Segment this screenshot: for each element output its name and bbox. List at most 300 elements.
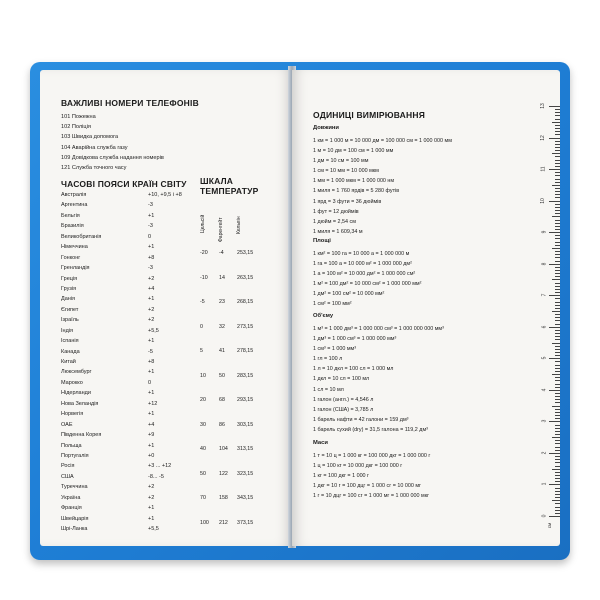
fahrenheit-value: 50	[219, 372, 225, 379]
fahrenheit-value: -4	[219, 250, 224, 256]
section-line: 1 дкг = 10 г = 100 дцг = 1 000 сг = 10 000 мг	[313, 483, 421, 490]
ruler-tick	[555, 125, 560, 126]
timezone-offset: +1	[148, 390, 155, 397]
timezone-country: Грузія	[61, 285, 77, 292]
ruler-number: 12	[540, 134, 547, 141]
ruler-tick	[555, 324, 560, 325]
ruler-number: 8	[541, 262, 548, 266]
ruler-tick	[555, 510, 560, 511]
section-line: 1 м = 10 дм = 100 см = 1 000 мм	[313, 148, 394, 155]
ruler-tick	[555, 466, 560, 467]
timezone-offset: +1	[148, 244, 155, 251]
section-line: 1 см³ = 1 000 мм³	[313, 346, 357, 353]
timezone-offset: +1	[148, 515, 155, 522]
ruler-tick	[555, 425, 560, 426]
section-line: 1 дм = 10 см = 100 мм	[313, 158, 369, 165]
ruler-tick	[555, 276, 560, 277]
timezone-offset: +2	[148, 494, 155, 501]
timezone-offset: +2	[148, 484, 155, 491]
section-line: 1 см = 10 мм = 10 000 мкм	[313, 168, 379, 175]
timezone-offset: +2	[148, 275, 155, 282]
ruler-tick	[555, 131, 560, 132]
section-title: Об'єму	[313, 313, 334, 319]
ruler-tick	[555, 434, 560, 435]
ruler-tick	[555, 320, 560, 321]
ruler-tick	[555, 134, 560, 135]
ruler-number: 4	[541, 388, 548, 392]
ruler-tick	[555, 147, 560, 148]
section-line: 1 мм = 1 000 мкм = 1 000 000 нм	[313, 178, 395, 185]
ruler-tick	[552, 406, 560, 407]
ruler-tick	[555, 119, 560, 120]
ruler-number: 3	[541, 419, 548, 423]
ruler-number: 2	[541, 451, 548, 455]
timezone-country: Канада	[61, 348, 80, 355]
ruler-tick	[555, 213, 560, 214]
section-title: Маси	[313, 440, 328, 446]
timezone-offset: -5	[148, 348, 153, 355]
timezone-country: Франція	[61, 505, 82, 512]
ruler-tick	[555, 109, 560, 110]
ruler-tick	[555, 368, 560, 369]
ruler-tick	[555, 229, 560, 230]
kelvin-value: 293,15	[237, 397, 254, 403]
section-line: 1 кг = 100 дкг = 1 000 г	[313, 473, 370, 480]
fahrenheit-value: 86	[219, 421, 225, 428]
ruler-tick	[555, 503, 560, 504]
section-line: 1 барель сухий (dry) = 31,5 галона = 119,2 дм³	[313, 426, 428, 433]
ruler-tick	[555, 349, 560, 350]
ruler-number: 7	[541, 293, 548, 297]
kelvin-header: Кельвін	[236, 216, 242, 234]
ruler-tick	[552, 311, 560, 312]
timezone-country: Шрі-Ланка	[61, 526, 88, 532]
ruler-tick	[555, 494, 560, 495]
timezone-country: Португалія	[61, 452, 89, 459]
celsius-value: 10	[200, 372, 206, 379]
ruler-tick	[549, 106, 560, 107]
ruler-tick	[552, 469, 560, 470]
ruler-tick	[555, 257, 560, 258]
ruler-tick	[549, 138, 560, 139]
ruler-tick	[555, 223, 560, 224]
timezone-offset: 0	[148, 379, 152, 386]
ruler-tick	[555, 292, 560, 293]
timezone-offset: +2	[148, 317, 155, 324]
timezone-country: Китай	[61, 359, 76, 365]
timezone-offset: +1	[148, 442, 155, 449]
ruler-tick	[555, 339, 560, 340]
ruler-tick	[549, 390, 560, 391]
ruler-tick	[555, 172, 560, 173]
ruler-number: 0	[541, 514, 548, 518]
section-title: Довжини	[313, 125, 339, 131]
timezone-offset: +8	[148, 254, 155, 261]
ruler-tick	[555, 355, 560, 356]
ruler-tick	[555, 289, 560, 290]
ruler-tick	[555, 513, 560, 514]
kelvin-value: 273,15	[237, 323, 254, 330]
timezone-country: Австралія	[61, 192, 87, 198]
section-line: 1 км = 1 000 м = 10 000 дм = 100 000 см = 1 000 000 мм	[313, 138, 452, 144]
ruler-tick	[555, 245, 560, 246]
celsius-value: 70	[200, 495, 206, 501]
right-page	[292, 70, 560, 546]
timezone-offset: +1	[148, 338, 155, 345]
section-line: 1 дм² = 100 см² = 10 000 мм²	[313, 291, 385, 298]
ruler-tick	[555, 402, 560, 403]
fahrenheit-value: 158	[219, 495, 228, 501]
ruler-tick	[552, 216, 560, 217]
ruler-tick	[555, 431, 560, 432]
ruler-tick	[555, 175, 560, 176]
ruler-tick	[549, 453, 560, 454]
ruler-tick	[555, 393, 560, 394]
units-section	[313, 440, 430, 501]
ruler-tick	[555, 160, 560, 161]
emergency-title: ВАЖЛИВІ НОМЕРИ ТЕЛЕФОНІВ	[61, 98, 199, 108]
timezone-offset: -3	[148, 223, 153, 230]
timezone-offset: +1	[148, 505, 155, 512]
timezone-offset: -8... -5	[148, 473, 164, 480]
timezone-country: Марокко	[61, 379, 83, 386]
ruler-tick	[555, 418, 560, 419]
ruler-tick	[549, 201, 560, 202]
ruler-tick	[555, 333, 560, 334]
emergency-item: 109 Довідкова служба надання номерів	[61, 154, 164, 161]
ruler-tick	[555, 150, 560, 151]
ruler-tick	[555, 191, 560, 192]
units-section	[313, 313, 444, 435]
ruler-tick	[555, 377, 560, 378]
section-line: 1 л = 10 дкл = 100 сл = 1 000 мл	[313, 366, 394, 373]
celsius-value: 20	[200, 397, 206, 403]
section-line: 1 дм³ = 1 000 см³ = 1 000 000 мм³	[313, 336, 397, 343]
timezone-offset: +5,5	[148, 526, 159, 532]
celsius-value: -20	[200, 250, 208, 256]
fahrenheit-value: 68	[219, 397, 225, 403]
section-line: 1 галон (англ.) = 4,546 л	[313, 396, 374, 403]
ruler-tick	[555, 497, 560, 498]
timezone-country: Бразилія	[61, 223, 84, 230]
ruler-tick	[555, 267, 560, 268]
timezone-offset: +5,5	[148, 327, 159, 334]
celsius-value: 100	[200, 519, 209, 526]
timezone-offset: +1	[148, 369, 155, 376]
ruler-tick	[555, 459, 560, 460]
ruler-tick	[555, 346, 560, 347]
timezones-title: ЧАСОВІ ПОЯСИ КРАЇН СВІТУ	[61, 179, 187, 189]
ruler-tick	[555, 409, 560, 410]
section-line: 1 г = 10 дцг = 100 сг = 1 000 мг = 1 000 000 мкг	[313, 493, 430, 500]
ruler-tick	[555, 112, 560, 113]
ruler-tick	[555, 182, 560, 183]
ruler-tick	[555, 336, 560, 337]
emergency-item: 103 Швидка допомога	[61, 134, 119, 141]
ruler-tick	[555, 314, 560, 315]
ruler-tick	[555, 462, 560, 463]
emergency-list	[61, 112, 164, 173]
ruler-tick	[555, 163, 560, 164]
ruler-tick	[555, 235, 560, 236]
ruler-tick	[549, 169, 560, 170]
section-line: 1 дкл = 10 сл = 100 мл	[313, 376, 370, 383]
section-line: 1 сл = 10 мл	[313, 386, 344, 393]
section-line: 1 гл = 100 л	[313, 356, 343, 363]
ruler-tick	[555, 261, 560, 262]
ruler-tick	[555, 447, 560, 448]
ruler-tick	[555, 481, 560, 482]
ruler-tick	[552, 437, 560, 438]
timezone-country: Люксембург	[61, 369, 92, 376]
ruler-tick	[549, 421, 560, 422]
celsius-value: 50	[200, 470, 206, 477]
section-line: 1 миля = 1 609,34 м	[313, 228, 363, 235]
ruler-tick	[555, 238, 560, 239]
units-section	[313, 125, 452, 237]
ruler-number: 10	[540, 197, 547, 204]
ruler-tick	[555, 384, 560, 385]
ruler-tick	[555, 270, 560, 271]
ruler-tick	[555, 478, 560, 479]
timezone-country: Індія	[61, 327, 73, 334]
celsius-value: -10	[200, 274, 208, 281]
section-line: 1 ц = 100 кг = 10 000 дкг = 100 000 г	[313, 463, 403, 470]
ruler-tick	[555, 204, 560, 205]
ruler-tick	[555, 115, 560, 116]
kelvin-value: 323,15	[237, 470, 254, 477]
section-line: 1 м³ = 1 000 дм³ = 1 000 000 см³ = 1 000 000 000 мм³	[313, 326, 444, 332]
section-line: 1 барель нафти = 42 галони = 159 дм³	[313, 416, 409, 423]
fahrenheit-value: 23	[219, 299, 225, 305]
ruler-tick	[555, 242, 560, 243]
timezone-country: ОАЕ	[61, 421, 73, 428]
timezone-offset: +0	[148, 452, 155, 459]
ruler	[534, 103, 560, 529]
kelvin-value: 278,15	[237, 348, 254, 354]
timezone-country: Великобританія	[61, 233, 102, 240]
ruler-tick	[555, 210, 560, 211]
left-page	[40, 70, 292, 546]
kelvin-value: 303,15	[237, 421, 254, 428]
ruler-tick	[549, 484, 560, 485]
ruler-tick	[555, 298, 560, 299]
ruler-tick	[549, 358, 560, 359]
ruler-tick	[555, 251, 560, 252]
section-line: 1 км² = 100 га = 10 000 а = 1 000 000 м	[313, 251, 410, 257]
section-line: 1 а = 100 м² = 10 000 дм² = 1 000 000 см²	[313, 271, 416, 278]
emergency-item: 121 Служба точного часу	[61, 165, 127, 172]
ruler-tick	[555, 330, 560, 331]
temperature-title	[200, 176, 259, 196]
timezone-country: Швейцарія	[61, 515, 89, 522]
timezone-country: Гренландія	[61, 265, 90, 272]
section-line: 1 фут = 12 дюймів	[313, 208, 359, 215]
celsius-header: Цельсій	[200, 214, 206, 233]
ruler-tick	[555, 317, 560, 318]
celsius-value: 0	[200, 323, 203, 330]
ruler-tick	[555, 144, 560, 145]
ruler-tick	[555, 308, 560, 309]
timezone-country: США	[61, 473, 74, 480]
section-line: 1 дюйм = 2,54 см	[313, 218, 356, 225]
celsius-value: 40	[200, 446, 206, 452]
ruler-tick	[552, 343, 560, 344]
ruler-tick	[555, 380, 560, 381]
timezone-offset: +1	[148, 296, 155, 303]
fahrenheit-value: 104	[219, 446, 228, 452]
ruler-tick	[555, 472, 560, 473]
section-line: 1 миля = 1 760 ярдів = 5 280 футів	[313, 188, 400, 195]
timezone-country: Греція	[61, 275, 78, 282]
timezone-offset: +8	[148, 359, 155, 365]
timezone-offset: 0	[148, 233, 152, 240]
ruler-tick	[555, 305, 560, 306]
ruler-tick	[552, 153, 560, 154]
ruler-tick	[555, 194, 560, 195]
ruler-tick	[549, 516, 560, 517]
timezone-offset: +1	[148, 212, 155, 219]
ruler-tick	[555, 507, 560, 508]
ruler-tick	[555, 475, 560, 476]
kelvin-value: 373,15	[237, 519, 254, 526]
ruler-tick	[552, 248, 560, 249]
ruler-number: 5	[541, 356, 548, 360]
ruler-number: 11	[540, 166, 547, 172]
timezone-country: Німеччина	[61, 244, 88, 251]
ruler-tick	[555, 450, 560, 451]
ruler-tick	[549, 264, 560, 265]
section-title: Площі	[313, 238, 331, 244]
timezone-country: Туреччина	[61, 484, 88, 491]
celsius-value: 30	[200, 421, 206, 428]
timezone-country: Єгипет	[61, 306, 79, 313]
timezone-country: Ізраїль	[61, 317, 79, 324]
ruler-tick	[552, 185, 560, 186]
celsius-value: -5	[200, 299, 205, 305]
kelvin-value: 253,15	[237, 250, 254, 256]
ruler-tick	[555, 179, 560, 180]
ruler-tick	[555, 428, 560, 429]
ruler-tick	[555, 387, 560, 388]
ruler-number: 13	[540, 103, 547, 109]
fahrenheit-value: 14	[219, 274, 225, 281]
timezone-country: Росія	[61, 463, 75, 470]
timezone-offset: -3	[148, 265, 153, 272]
timezone-offset: +4	[148, 285, 155, 292]
timezone-country: Південна Корея	[61, 432, 102, 439]
ruler-tick	[555, 283, 560, 284]
timezone-offset: +4	[148, 421, 155, 428]
timezone-country: Данія	[61, 296, 76, 303]
timezone-offset: -3	[148, 202, 153, 209]
timezone-country: Іспанія	[61, 338, 79, 345]
timezone-country: Нідерланди	[61, 390, 91, 397]
ruler-tick	[555, 440, 560, 441]
ruler-tick	[549, 232, 560, 233]
emergency-item: 101 Пожежна	[61, 114, 96, 120]
fahrenheit-value: 212	[219, 519, 228, 526]
ruler-tick	[555, 371, 560, 372]
ruler-tick	[552, 122, 560, 123]
ruler-tick	[552, 279, 560, 280]
fahrenheit-value: 122	[219, 470, 228, 477]
ruler-number: 9	[541, 230, 548, 234]
ruler-tick	[555, 399, 560, 400]
units-title: ОДИНИЦІ ВИМІРЮВАННЯ	[313, 110, 426, 120]
timezone-country: Україна	[61, 494, 81, 501]
kelvin-value: 343,15	[237, 495, 254, 501]
timezone-country: Гонконг	[61, 254, 81, 261]
section-line: 1 т = 10 ц = 1 000 кг = 100 000 дкг = 1 000 000 г	[313, 453, 431, 459]
fahrenheit-value: 41	[219, 348, 225, 354]
ruler-tick	[555, 286, 560, 287]
ruler-number: 1	[541, 483, 548, 486]
ruler-tick	[555, 197, 560, 198]
celsius-value: 5	[200, 348, 203, 354]
timezone-offset: +3 ... +12	[148, 463, 172, 470]
ruler-tick	[549, 327, 560, 328]
section-line: 1 галон (США) = 3,785 л	[313, 406, 374, 413]
ruler-tick	[555, 361, 560, 362]
ruler-tick	[555, 352, 560, 353]
timezone-offset: +1	[148, 411, 155, 418]
ruler-tick	[555, 412, 560, 413]
kelvin-value: 268,15	[237, 299, 254, 305]
temperature-title-line: ТЕМПЕРАТУР	[200, 186, 259, 196]
timezone-offset: +12	[148, 400, 158, 407]
kelvin-value: 283,15	[237, 372, 254, 379]
ruler-tick	[555, 207, 560, 208]
ruler-tick	[555, 443, 560, 444]
section-line: 1 м² = 100 дм² = 10 000 см² = 1 000 000 мм²	[313, 281, 422, 288]
ruler-number: 6	[541, 325, 548, 329]
ruler-tick	[552, 374, 560, 375]
ruler-tick	[555, 220, 560, 221]
ruler-tick	[555, 156, 560, 157]
ruler-tick	[555, 254, 560, 255]
units-section	[313, 238, 421, 310]
fahrenheit-value: 32	[219, 323, 225, 330]
ruler-tick	[555, 166, 560, 167]
ruler-tick	[555, 226, 560, 227]
section-line: 1 ярд = 3 фути = 36 дюймів	[313, 198, 382, 205]
timezone-country: Норвегія	[61, 411, 84, 418]
timezone-country: Польща	[61, 442, 82, 449]
temperature-title-line: ШКАЛА	[200, 176, 234, 186]
ruler-tick	[555, 273, 560, 274]
ruler-tick	[555, 491, 560, 492]
ruler-tick	[555, 456, 560, 457]
timezone-offset: +10, +9,5 і +8	[148, 192, 182, 198]
fahrenheit-header: Фаренгейт	[218, 217, 224, 242]
ruler-tick	[555, 415, 560, 416]
ruler-tick	[555, 396, 560, 397]
section-line: 1 см² = 100 мм²	[313, 301, 352, 308]
ruler-tick	[555, 365, 560, 366]
ruler-tick	[555, 128, 560, 129]
kelvin-value: 313,15	[237, 446, 254, 452]
timezone-offset: +9	[148, 432, 155, 439]
timezone-country: Нова Зеландія	[61, 400, 99, 407]
ruler-unit: см	[546, 522, 552, 529]
ruler-tick	[549, 295, 560, 296]
ruler-tick	[555, 188, 560, 189]
emergency-item: 102 Поліція	[61, 124, 91, 131]
ruler-tick	[555, 141, 560, 142]
ruler-tick	[555, 302, 560, 303]
timezone-offset: +2	[148, 306, 155, 313]
